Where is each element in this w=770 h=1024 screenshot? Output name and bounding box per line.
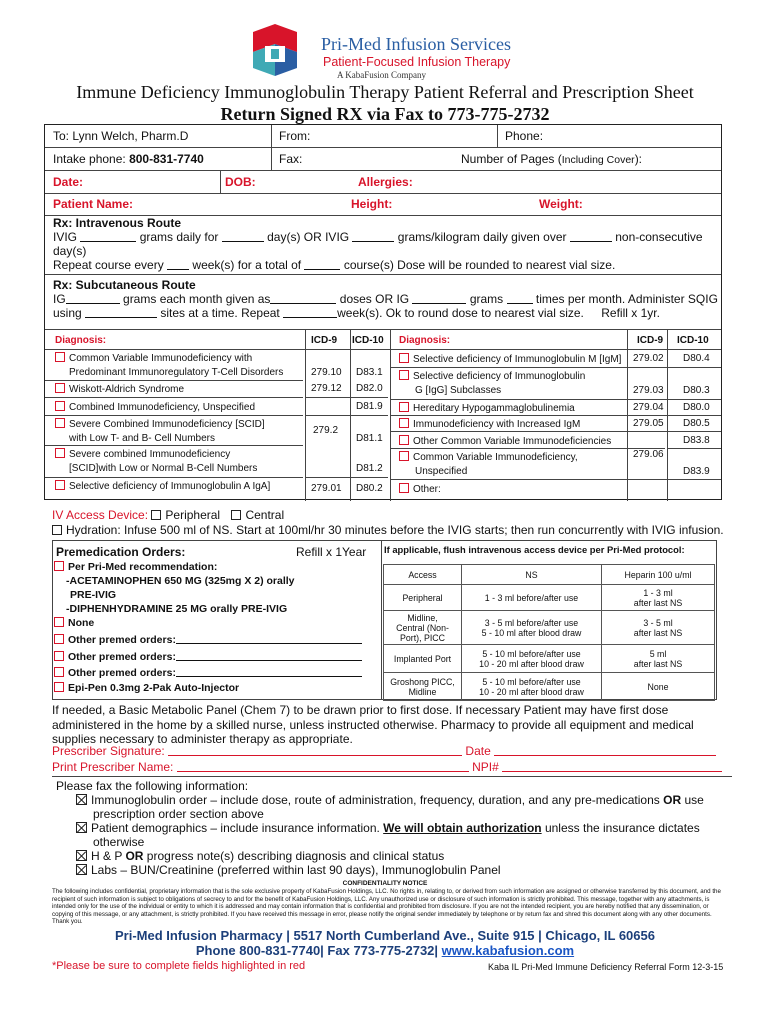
dx-label: Selective deficiency of Immunoglobulin M [IgM] xyxy=(413,354,622,365)
checkbox[interactable] xyxy=(399,353,409,363)
premed-pre-ivig: PRE-IVIG xyxy=(70,589,117,601)
fax-item-text: unless the insurance dictates xyxy=(541,821,700,835)
premed-recommendation[interactable] xyxy=(54,561,217,573)
print-name-label: Print Prescriber Name: xyxy=(52,760,174,774)
signature-row xyxy=(52,744,716,758)
dx-label: Wiskott-Aldrich Syndrome xyxy=(69,384,185,395)
rx-iv-or-ivig: day(s) OR IVIG xyxy=(267,230,350,244)
flush-header: Heparin 100 u/ml xyxy=(602,565,715,585)
print-name-blank[interactable] xyxy=(177,761,469,772)
premed-other-label: Other premed orders: xyxy=(68,651,176,663)
ivig-courses-blank[interactable] xyxy=(304,259,340,270)
flush-title: If applicable, flush intravenous access device per Pri-Med protocol: xyxy=(384,544,685,555)
dx-other[interactable] xyxy=(399,483,441,495)
checkbox[interactable] xyxy=(54,561,64,571)
ivig-days-blank[interactable] xyxy=(222,231,264,242)
sc-doses-blank[interactable] xyxy=(270,293,336,304)
dx-label: Other Common Variable Immunodeficiencies xyxy=(413,436,612,447)
premed-epi-label: Epi-Pen 0.3mg 2-Pak Auto-Injector xyxy=(68,682,240,694)
dx-hypogamma[interactable] xyxy=(399,402,575,414)
dx-cvid-t-cell[interactable] xyxy=(55,352,252,364)
checked-checkbox-icon[interactable] xyxy=(76,864,87,875)
rx-sc-weeks: week(s). Ok to round dose to nearest vial size. xyxy=(337,306,584,320)
fax-item-text: progress note(s) describing diagnosis and clinical status xyxy=(143,849,445,863)
footer-form-id: Kaba IL Pri-Med Immune Deficiency Referral Form 12-3-15 xyxy=(488,962,724,972)
referral-form xyxy=(44,124,722,500)
icd10-value: D80.0 xyxy=(683,402,710,413)
premed-none-label: None xyxy=(68,617,95,629)
footer-note: *Please be sure to complete fields highlighted in red xyxy=(52,960,306,972)
rx-sc-times: times per month. Administer SQIG xyxy=(535,292,718,306)
fax-item-text: Patient demographics – include insurance information. xyxy=(91,821,384,835)
brand-tagline: Patient-Focused Infusion Therapy xyxy=(323,55,511,69)
checkbox[interactable] xyxy=(54,617,64,627)
dx-label: Hereditary Hypogammaglobulinemia xyxy=(413,403,575,414)
phone-field[interactable]: Phone: xyxy=(505,129,544,143)
premed-other-blank[interactable] xyxy=(176,633,362,644)
dx-label: Other: xyxy=(413,484,441,495)
flush-cell: 3 - 5 ml before/after use 5 - 10 ml after blood draw xyxy=(462,611,602,645)
icd10-value: D80.3 xyxy=(683,385,710,396)
rx-iv-title: Rx: Intravenous Route xyxy=(53,216,182,230)
footer-website-link[interactable]: www.kabafusion.com xyxy=(441,943,575,958)
dx-scid-normal[interactable] xyxy=(55,448,230,460)
from-field[interactable]: From: xyxy=(279,129,311,143)
central-label: Central xyxy=(245,508,285,522)
footer-address: Pri-Med Infusion Pharmacy | 5517 North Cumberland Ave., Suite 915 | Chicago, IL 60656 xyxy=(115,928,655,943)
date-blank[interactable] xyxy=(494,745,716,756)
premed-other-2[interactable] xyxy=(54,650,362,663)
flush-cell: 5 - 10 ml before/after use 10 - 20 ml after blood draw xyxy=(462,673,602,701)
sc-sites-blank[interactable] xyxy=(85,307,157,318)
rx-iv-weeks: week(s) for a total of xyxy=(192,258,302,272)
hydration-row xyxy=(52,523,724,537)
footer-contact xyxy=(0,943,770,958)
checkbox[interactable] xyxy=(55,383,65,393)
rx-iv-grams-daily: grams daily for xyxy=(139,230,219,244)
icd10-value: D80.4 xyxy=(683,353,710,364)
rx-iv-repeat: Repeat course every xyxy=(53,258,164,272)
checkbox[interactable] xyxy=(55,418,65,428)
icd9-value: 279.2 xyxy=(313,425,339,436)
icd9-value: 279.04 xyxy=(633,402,664,413)
rx-iv-nonconsec: non-consecutive xyxy=(615,230,703,244)
dx-label: Selective deficiency of Immunoglobulin xyxy=(413,371,586,382)
peripheral-label: Peripheral xyxy=(165,508,221,522)
flush-cell: 5 ml after last NS xyxy=(602,645,715,673)
dx-label: Common Variable Immunodeficiency with xyxy=(69,353,253,364)
checkbox[interactable] xyxy=(399,402,409,412)
rx-iv-courses: course(s) Dose will be rounded to nearest vial size. xyxy=(343,258,616,272)
rx-iv-gkg: grams/kilogram daily given over xyxy=(397,230,567,244)
checkbox[interactable] xyxy=(55,480,65,490)
flush-cell: None xyxy=(602,673,715,701)
icd9-value: 279.02 xyxy=(633,353,664,364)
rx-iv-line3 xyxy=(53,258,615,272)
flush-cell: Groshong PICC, Midline xyxy=(384,673,462,701)
print-name-row xyxy=(52,760,722,774)
npi-blank[interactable] xyxy=(502,761,722,772)
fax-item-labs xyxy=(76,863,501,877)
flush-cell: 1 - 3 ml before/after use xyxy=(462,585,602,611)
icd10-value: D80.5 xyxy=(683,418,710,429)
dx-igm[interactable] xyxy=(399,353,621,365)
fax-field[interactable]: Fax: xyxy=(279,152,303,166)
checked-checkbox-icon[interactable] xyxy=(76,822,87,833)
premed-none[interactable] xyxy=(54,617,94,629)
icd10-value: D83.9 xyxy=(683,466,710,477)
central-checkbox[interactable] xyxy=(231,510,241,520)
premed-rec-label: Per Pri-Med recommendation: xyxy=(68,561,218,573)
premed-other-blank[interactable] xyxy=(176,666,362,677)
weight-field[interactable]: Weight: xyxy=(539,197,583,211)
fax-item-demographics xyxy=(76,821,700,835)
rx-sc-line1 xyxy=(53,292,718,306)
dx-iga[interactable] xyxy=(55,480,270,492)
npi-label: NPI# xyxy=(472,760,499,774)
rx-sc-using: using xyxy=(53,306,82,320)
flush-table xyxy=(383,564,715,701)
flush-cell: Midline, Central (Non- Port), PICC xyxy=(384,611,462,645)
fax-item-text: H & P xyxy=(91,849,126,863)
intake-phone xyxy=(53,152,204,166)
dob-field[interactable]: DOB: xyxy=(225,175,256,189)
icd10-value: D81.1 xyxy=(356,433,383,444)
checkbox[interactable] xyxy=(54,634,64,644)
checked-checkbox-icon[interactable] xyxy=(76,794,87,805)
hydration-label: Hydration: Infuse 500 ml of NS. Start at 100ml/hr 30 minutes before the IVIG starts; then run concurrently with IVIG infusion. xyxy=(66,523,724,537)
iv-access-label: IV Access Device: xyxy=(52,508,149,522)
dx-header-left: Diagnosis: xyxy=(55,335,107,346)
icd9-value: 279.06 xyxy=(633,449,664,460)
checkbox[interactable] xyxy=(399,370,409,380)
checkbox[interactable] xyxy=(399,483,409,493)
icd10-value: D82.0 xyxy=(356,383,383,394)
rx-sc-title: Rx: Subcutaneous Route xyxy=(53,278,196,292)
checkbox[interactable] xyxy=(399,418,409,428)
fax-item-text: Labs – BUN/Creatinine (preferred within last 90 days), Immunoglobulin Panel xyxy=(91,863,501,877)
icd9-value: 279.03 xyxy=(633,385,664,396)
intake-number: 800-831-7740 xyxy=(129,152,204,166)
dx-label-cont: Predominant Immunoregulatory T-Cell Disorders xyxy=(69,367,284,378)
icd9-value: 279.05 xyxy=(633,418,664,429)
icd10-header-left: ICD-10 xyxy=(352,335,384,346)
brand-company: A KabaFusion Company xyxy=(337,70,426,80)
height-field[interactable]: Height: xyxy=(351,197,393,211)
rx-sc-grams: grams xyxy=(469,292,504,306)
confidentiality-title: CONFIDENTIALITY NOTICE xyxy=(342,880,428,887)
fax-item-hp xyxy=(76,849,444,863)
rx-sc-refill: Refill x 1yr. xyxy=(601,306,660,320)
sc-ig-grams-blank[interactable] xyxy=(412,293,466,304)
date-label: Date xyxy=(465,744,491,758)
flush-cell: 3 - 5 ml after last NS xyxy=(602,611,715,645)
page-title: Immune Deficiency Immunoglobulin Therapy Patient Referral and Prescription Sheet xyxy=(76,82,694,102)
brand-name: Pri-Med Infusion Services xyxy=(321,34,511,54)
checkbox[interactable] xyxy=(55,448,65,458)
icd9-value: 279.01 xyxy=(311,483,342,494)
checkbox[interactable] xyxy=(399,435,409,445)
fax-item-text: Immunoglobulin order – include dose, route of administration, frequency, duration, and any pre-medications xyxy=(91,793,664,807)
allergies-field[interactable]: Allergies: xyxy=(358,175,413,189)
flush-cell: Implanted Port xyxy=(384,645,462,673)
company-logo xyxy=(247,18,547,80)
premed-other-blank[interactable] xyxy=(176,650,362,661)
fax-item-authorization: We will obtain authorization xyxy=(383,821,542,835)
fax-item-or: OR xyxy=(125,849,144,863)
dx-label: Selective deficiency of Immunoglobulin A IgA] xyxy=(69,481,271,492)
sc-repeat-blank[interactable] xyxy=(283,307,337,318)
dx-combined-unspecified[interactable] xyxy=(55,401,255,413)
rx-sc-sites: sites at a time. Repeat xyxy=(160,306,280,320)
dx-increased-igm[interactable] xyxy=(399,418,580,430)
checkbox[interactable] xyxy=(54,651,64,661)
checkbox[interactable] xyxy=(399,451,409,461)
icd9-value: 279.12 xyxy=(311,383,342,394)
checkbox[interactable] xyxy=(54,667,64,677)
intake-label: Intake phone: xyxy=(53,152,126,166)
footer-phone-fax: Phone 800-831-7740| Fax 773-775-2732| xyxy=(195,943,442,958)
dx-other-cvid[interactable] xyxy=(399,435,611,447)
rx-sc-line2 xyxy=(53,306,660,320)
fax-item-order xyxy=(76,793,704,807)
logo-mark-icon xyxy=(247,22,303,78)
page-subtitle: Return Signed RX via Fax to 773-775-2732 xyxy=(220,104,550,124)
premed-other-3[interactable] xyxy=(54,666,362,679)
dx-label: Immunodeficiency with Increased IgM xyxy=(413,419,581,430)
pages-end: ): xyxy=(634,152,643,166)
premed-diphenhydramine: -DIPHENHYDRAMINE 25 MG orally PRE-IVIG xyxy=(66,603,288,615)
dx-label-cont: with Low T- and B- Cell Numbers xyxy=(69,433,215,444)
dx-cvid-unspecified[interactable] xyxy=(399,451,578,463)
flush-cell: Peripheral xyxy=(384,585,462,611)
premed-epipen[interactable] xyxy=(54,682,239,694)
flush-header: Access xyxy=(384,565,462,585)
dx-igg-subclasses[interactable] xyxy=(399,370,585,382)
ivig-over-blank[interactable] xyxy=(570,231,612,242)
checkbox[interactable] xyxy=(54,682,64,692)
fax-item-text: use xyxy=(681,793,704,807)
signature-label: Prescriber Signature: xyxy=(52,744,165,758)
flush-cell: 5 - 10 ml before/after use 10 - 20 ml after blood draw xyxy=(462,645,602,673)
icd9-header-right: ICD-9 xyxy=(637,335,664,346)
rx-sc-grams-month: grams each month given as xyxy=(123,292,271,306)
rx-iv-days: day(s) xyxy=(53,244,87,258)
confidentiality-text: The following includes confidential, proprietary information that is the sole exclusive property of KabaFusion Holdings, LLC. No rights in, relating to, or derived from such information are assigned or otherwise transferred by this document, and the recipient of such information is subject to obligations of secrecy to and for the benefit of KabaFusion Holdings, LLC. Any unauthorized use or disclosure of such information is strictly prohibited. This message, together with any attachments, is intended only for the use of the individual or entity to which it is addressed and may contain information that is confidential and prohibited from disclosure. If you are not the intended recipient, you are hereby notified that any dissemination, or copying of this message, or any attachment, is strictly prohibited. If you have received this message in error, please notify the original sender immediately by telephone or by return fax and shred this document along with any other documents. Thank you. xyxy=(52,888,721,926)
ivig-gkg-blank[interactable] xyxy=(352,231,394,242)
fax-item-or: OR xyxy=(663,793,682,807)
fax-item-order-cont: prescription order section above xyxy=(93,807,264,821)
patient-name-field[interactable]: Patient Name: xyxy=(53,197,134,211)
rx-iv-ivig: IVIG xyxy=(53,230,78,244)
rx-iv-line1 xyxy=(53,230,703,244)
fax-info-intro: Please fax the following information: xyxy=(56,779,249,793)
premed-other-label: Other premed orders: xyxy=(68,634,176,646)
premed-other-label: Other premed orders: xyxy=(68,667,176,679)
pages-field[interactable] xyxy=(461,152,642,166)
icd10-value: D81.2 xyxy=(356,463,383,474)
dx-label: Common Variable Immunodeficiency, xyxy=(413,452,578,463)
icd10-value: D81.9 xyxy=(356,401,383,412)
iv-access-row xyxy=(52,508,284,522)
rx-sc-ig: IG xyxy=(53,292,66,306)
dx-label-cont: [SCID]with Low or Normal B-Cell Numbers xyxy=(69,463,258,474)
icd10-value: D83.1 xyxy=(356,367,383,378)
icd9-header-left: ICD-9 xyxy=(311,335,338,346)
fax-item-demographics-cont: otherwise xyxy=(93,835,145,849)
checkbox[interactable] xyxy=(55,352,65,362)
pages-label: Number of Pages ( xyxy=(461,152,562,166)
ivig-weeks-blank[interactable] xyxy=(167,259,189,270)
dx-wiskott-aldrich[interactable] xyxy=(55,383,184,395)
icd10-header-right: ICD-10 xyxy=(677,335,709,346)
to-field: To: Lynn Welch, Pharm.D xyxy=(53,129,189,143)
dx-label-cont: Unspecified xyxy=(415,466,468,477)
dx-header-right: Diagnosis: xyxy=(399,335,451,346)
premed-title: Premedication Orders: xyxy=(56,545,186,559)
icd10-value: D83.8 xyxy=(683,435,710,446)
sc-times-blank[interactable] xyxy=(507,293,533,304)
flush-header: NS xyxy=(462,565,602,585)
dx-label: Combined Immunodeficiency, Unspecified xyxy=(69,402,256,413)
icd10-value: D80.2 xyxy=(356,483,383,494)
dx-label: Severe Combined Immunodeficiency [SCID] xyxy=(69,419,265,430)
date-field[interactable]: Date: xyxy=(53,175,84,189)
bmp-paragraph: If needed, a Basic Metabolic Panel (Chem 7) to be drawn prior to first dose. If necessary Patient may have first dose administered in the home by a skilled nurse, unless instructed otherwise. Pharmacy to provide all equipment and medical supplies necessary to administer therapy as appropriate. xyxy=(52,703,694,746)
pages-including: Including Cover xyxy=(561,154,635,166)
dx-label-cont: G [IgG] Subclasses xyxy=(415,385,502,396)
sc-grams-blank[interactable] xyxy=(66,293,120,304)
peripheral-checkbox[interactable] xyxy=(151,510,161,520)
rx-sc-or-ig: doses OR IG xyxy=(339,292,410,306)
premed-refill: Refill x 1Year xyxy=(296,545,367,559)
flush-cell: 1 - 3 ml after last NS xyxy=(602,585,715,611)
checkbox[interactable] xyxy=(55,401,65,411)
premed-other-1[interactable] xyxy=(54,633,362,646)
hydration-checkbox[interactable] xyxy=(52,525,62,535)
dx-scid-low[interactable] xyxy=(55,418,265,430)
premed-acetaminophen: -ACETAMINOPHEN 650 MG (325mg X 2) orally xyxy=(66,575,295,587)
icd9-value: 279.10 xyxy=(311,367,342,378)
checked-checkbox-icon[interactable] xyxy=(76,850,87,861)
ivig-grams-blank[interactable] xyxy=(80,231,136,242)
dx-label: Severe combined Immunodeficiency xyxy=(69,449,231,460)
signature-blank[interactable] xyxy=(168,745,462,756)
